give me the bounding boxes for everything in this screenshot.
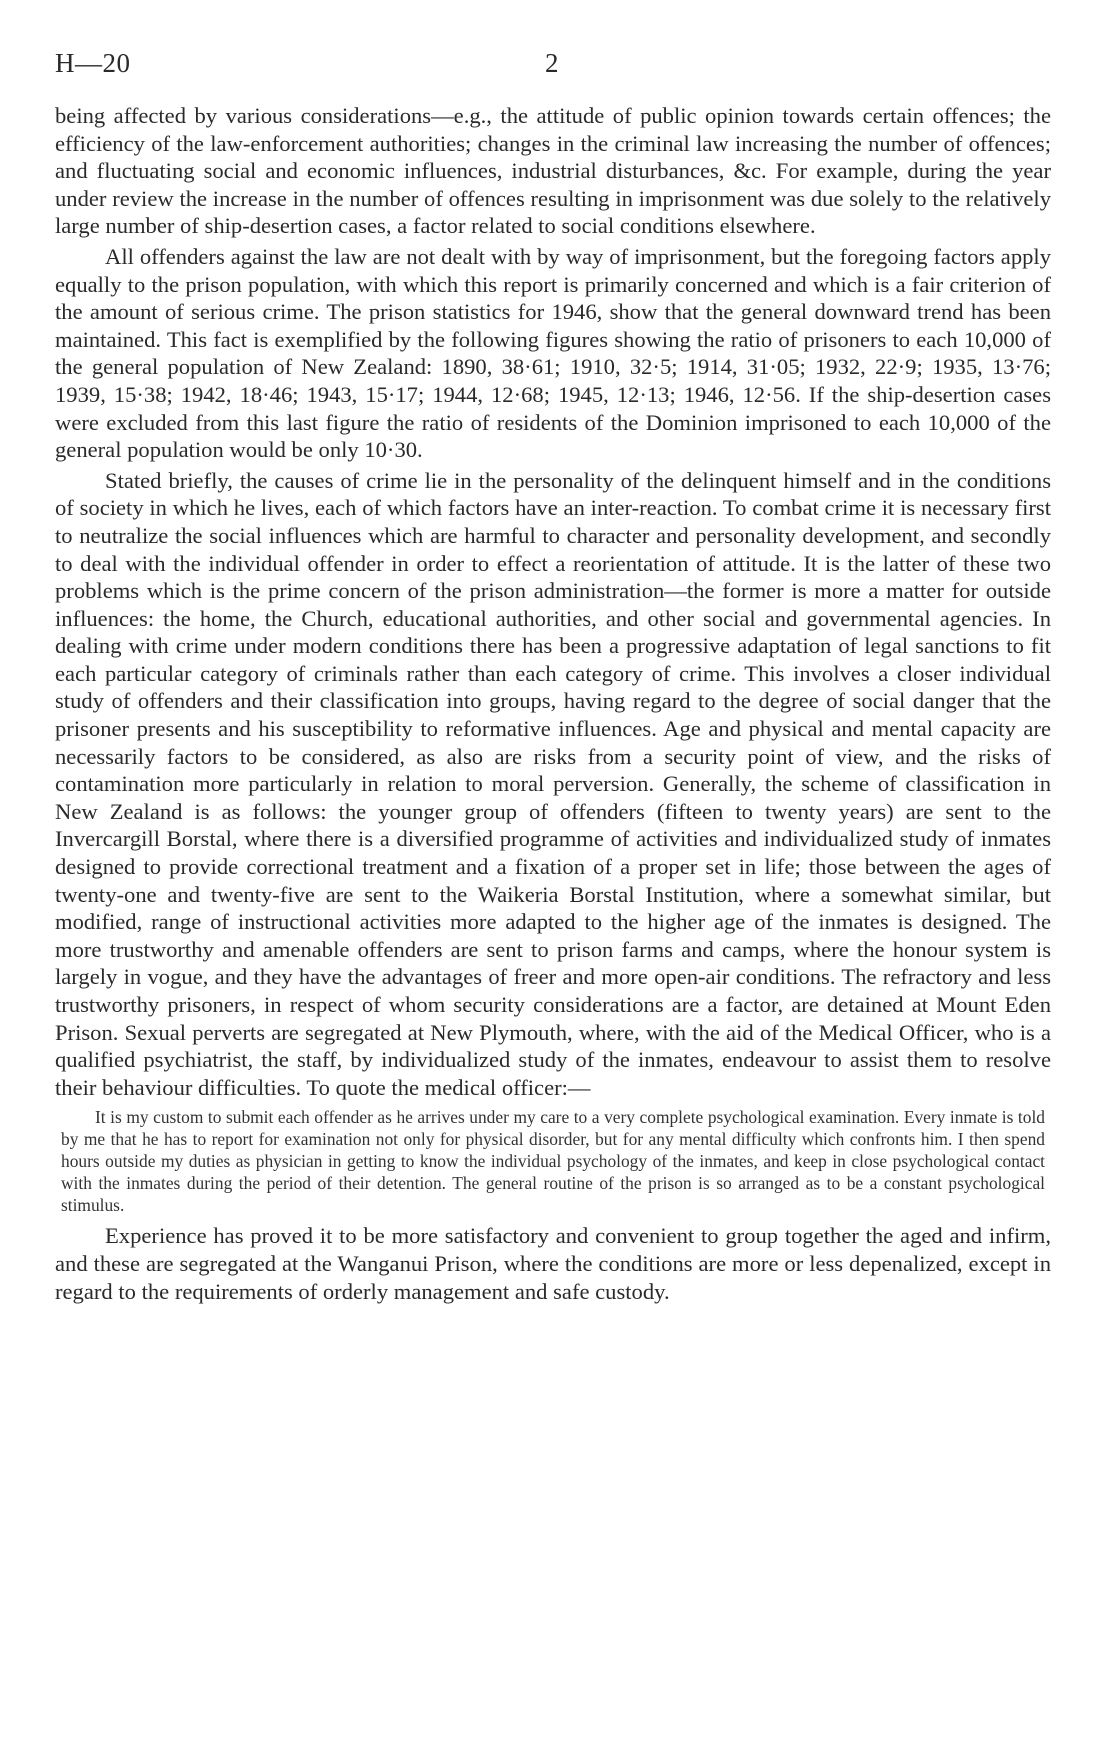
paragraph-prison-statistics: All offenders against the law are not dealt with by way of imprisonment, but the foregoing factors apply equally to the prison population, with which this report is primarily concerned and which is a fair criterion of the amount of serious crime. The prison statistics for 1946, show that the general downward trend has been maintained. This fact is exemplified by the following figures showing the ratio of prisoners to each 10,000 of the general population of New Zealand: 1890, 38·61; 1910, 32·5; 1914, 31·05; 1932, 22·9; 1935, 13·76; 1939, 15·38; 1942, 18·46; 1943, 15·17; 1944, 12·68; 1945, 12·13; 1946, 12·56. If the ship-desertion cases were excluded from this last figure the ratio of residents of the Dominion imprisoned to each 10,000 of the general population would be only 10·30. [55,243,1051,463]
page-header [55,48,1059,88]
paragraph-causes-of-crime: Stated briefly, the causes of crime lie in the personality of the delinquent himself and in the conditions of society in which he lives, each of which factors have an inter-reaction. To combat crime it is necessary first to neutralize the social influences which are harmful to character and personality development, and secondly to deal with the individual offender in order to effect a reorientation of attitude. It is the latter of these two problems which is the prime concern of the prison administration—the former is more a matter for outside influences: the home, the Church, educational authorities, and other social and governmental agencies. In dealing with crime under modern conditions there has been a progressive adaptation of legal sanctions to fit each particular category of criminals rather than each category of crime. This involves a closer individual study of offenders and their classification into groups, having regard to the degree of social danger that the prisoner presents and his susceptibility to reformative influences. Age and physical and mental capacity are necessarily factors to be considered, as also are risks from a security point of view, and the risks of contamination more particularly in relation to moral perversion. Generally, the scheme of classification in New Zealand is as follows: the younger group of offenders (fifteen to twenty years) are sent to the Invercargill Borstal, where there is a diversified programme of activities and individualized study of inmates designed to provide correctional treatment and a fixation of a proper set in life; those between the ages of twenty-one and twenty-five are sent to the Waikeria Borstal Institution, where a somewhat similar, but modified, range of instructional activities more adapted to the higher age of the inmates is designed. The more trustworthy and amenable offenders are sent to prison farms and camps, where the honour system is largely in vogue, and they have the advantages of freer and more open-air conditions. The refractory and less trustworthy prisoners, in respect of whom security considerations are a factor, are detained at Mount Eden Prison. Sexual perverts are segregated at New Plymouth, where, with the aid of the Medical Officer, who is a qualified psychiatrist, the staff, by individualized study of the inmates, endeavour to assist them to resolve their behaviour difficulties. To quote the medical officer:— [55,467,1051,1100]
paragraph-aged-and-infirm: Experience has proved it to be more satisfactory and convenient to group together the aged and infirm, and these are segregated at the Wanganui Prison, where the conditions are more or less depenalized, except in regard to the requirements of orderly management and safe custody. [55,1223,1051,1304]
paragraph-continuation: being affected by various considerations—e.g., the attitude of public opinion towards certain offences; the efficiency of the law-enforcement authorities; changes in the criminal law increasing the number of offences; and fluctuating social and economic influences, industrial disturbances, &c. For example, during the year under review the increase in the number of offences resulting in imprisonment was due solely to the relatively large number of ship-desertion cases, a factor related to social conditions elsewhere. [55,103,1051,239]
medical-officer-quote: It is my custom to submit each offender as he arrives under my care to a very complete psychological examination. Every inmate is told by me that he has to report for examination not only for physical disorder, but for any mental difficulty which confronts him. I then spend hours outside my duties as physician in getting to know the individual psychology of the inmates, and keep in close psychological contact with the inmates during the period of their detention. The general routine of the prison is so arranged as to be a constant psychological stimulus. [61,1107,1045,1215]
page-number: 2 [545,48,559,78]
document-id: H—20 [55,48,131,78]
document-body [55,102,1051,1305]
